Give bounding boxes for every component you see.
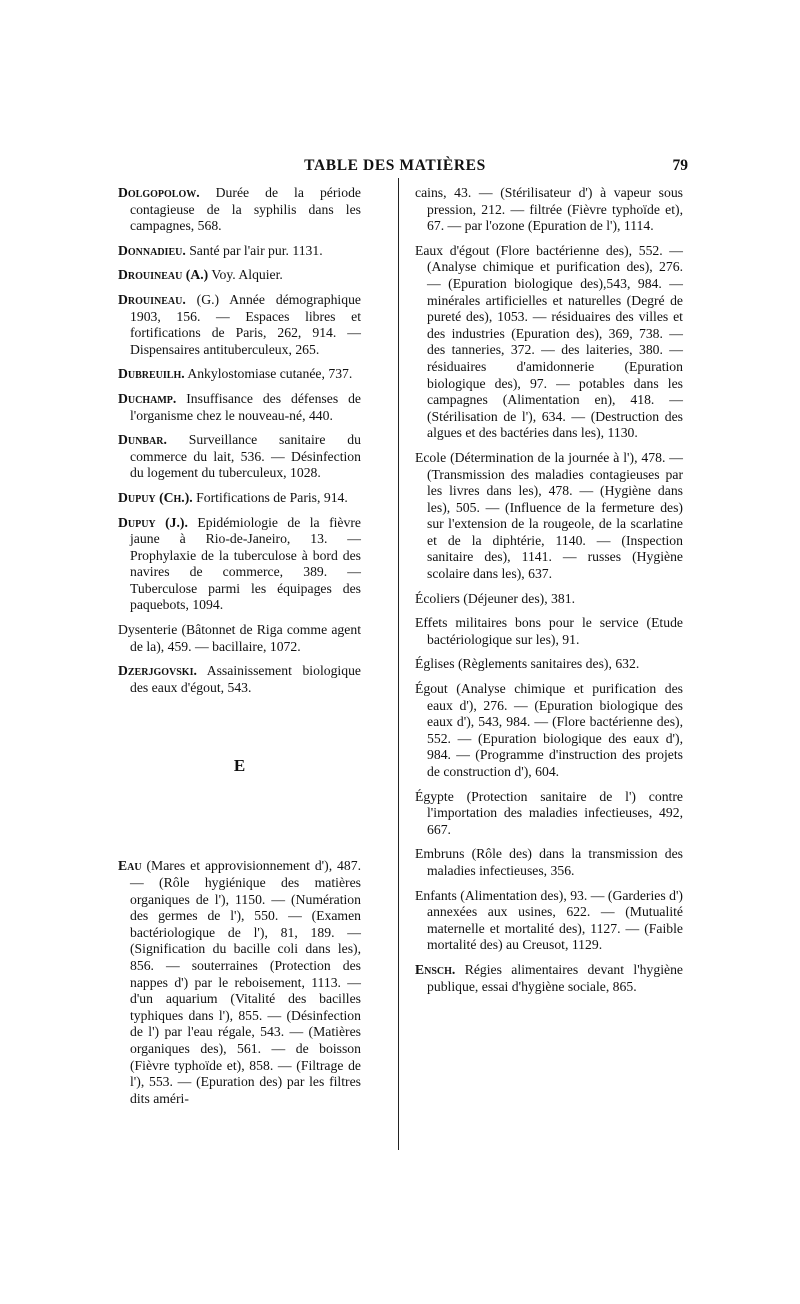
index-entry (118, 622, 361, 655)
entry-term: Drouineau. (118, 291, 186, 307)
entry-term: Dzerjgovski. (118, 663, 197, 679)
entry-term: Drouineau (A.) (118, 267, 209, 283)
index-entry (118, 858, 361, 1107)
entry-term: Dolgopolow. (118, 185, 200, 200)
entry-text: Durée de la période contagieuse de la syphilis dans les campagnes, 568. (130, 185, 361, 234)
index-entry (415, 450, 683, 583)
entry-term: Donnadieu. (118, 242, 186, 258)
entry-text: Églises (Règlements sanitaires des), 632. (415, 656, 640, 672)
index-entry (415, 789, 683, 839)
left-entries-before (118, 185, 361, 696)
right-column (415, 185, 683, 1003)
index-entry (415, 888, 683, 954)
section-letter: E (233, 756, 246, 776)
entry-text: Eaux d'égout (Flore bactérienne des), 552. — (Analyse chimique et purification des), 276. — (Epuration biologique des),543, 984. — minérales artificielles et naturelles (Degré de pureté des), 1053. — résiduaires des villes et des industries (Epuration des), 369, 738. — des tanneries, 372. — des laiteries, 380. — résiduaires d'amidonnerie (Epuration biologique des), 97. — potables dans les campagnes (Alimentation en), 418. — (Stérilisation de l'), 634. — (Destruction des algues et des bactéries dans les), 1130. (415, 242, 683, 441)
entry-text: Égout (Analyse chimique et purification des eaux d'), 276. — (Epuration biologique des eaux d'), 543, 984. — (Flore bactérienne des), 552. — (Epuration biologique des eaux d'), 984. — (Programme d'instruction des projets de construction d'), 604. (415, 681, 683, 779)
entry-text: cains, 43. — (Stérilisateur d') à vapeur sous pression, 212. — filtrée (Fièvre typhoïde et), 67. — par l'ozone (Epuration de l'), 1114. (415, 185, 683, 234)
entry-term: Eau (118, 858, 142, 874)
index-entry (415, 846, 683, 879)
entry-text: Insuffisance des défenses de l'organisme chez le nouveau-né, 440. (130, 390, 362, 423)
index-entry (415, 243, 683, 442)
index-entry (118, 267, 361, 284)
index-entry (415, 681, 683, 781)
index-entry (118, 391, 361, 424)
entry-text: (G.) Année démographique 1903, 156. — Espaces libres et fortifications de Paris, 262, 914. — Dispensaires antituberculeux, 265. (130, 291, 362, 357)
entry-term: Dubreuilh. (118, 366, 185, 382)
left-column (118, 185, 361, 1115)
entry-term: Dupuy (J.). (118, 514, 188, 530)
entry-term: Dunbar. (118, 432, 167, 448)
entry-text: Effets militaires bons pour le service (Etude bactériologique sur les), 91. (415, 615, 683, 647)
index-entry (415, 591, 683, 608)
entry-text: Fortifications de Paris, 914. (196, 489, 348, 505)
index-entry (118, 185, 361, 235)
entry-text: Embruns (Rôle des) dans la transmission des maladies infectieuses, 356. (415, 846, 683, 878)
index-entry (118, 432, 361, 482)
column-divider (398, 178, 399, 1150)
page-header-title: TABLE DES MATIÈRES (304, 157, 486, 174)
entry-text: Écoliers (Déjeuner des), 381. (415, 590, 576, 606)
index-entry (118, 366, 361, 383)
entry-text: Régies alimentaires devant l'hygiène publique, essai d'hygiène sociale, 865. (427, 961, 683, 994)
entry-text: (Mares et approvisionnement d'), 487. — (Rôle hygiénique des matières organiques de l'), 1150. — (Numération des germes de l'), 550. — (Examen bactériologique de l'), 81, 189. — (Signification du bacille coli dans les), 856. — souterraines (Protection des nappes d') par le reboisement, 1113. — d'un aquarium (Vitalité des bacilles typhiques dans l'), 855. — (Désinfection de l') par l'eau régale, 543. — (Matières organiques des), 561. — de boisson (Fièvre typhoïde et), 858. — (Filtrage de l'), 553. — (Epuration des) par les filtres dits améri- (130, 858, 361, 1106)
entry-text: Epidémiologie de la fièvre jaune à Rio-de-Janeiro, 13. — Prophylaxie de la tuberculose à bord des navires de commerce, 389. — Tuberculose parmi les équipages des paquebots, 1094. (130, 514, 361, 613)
index-entry (118, 663, 361, 696)
index-entry (415, 185, 683, 235)
entry-text: Ecole (Détermination de la journée à l'), 478. — (Transmission des maladies contagieuses par les livres dans les), 478. — (Hygiène dans les), 505. — (Influence de la fermeture des) sur l'extension de la rougeole, de la scarlatine et de la diphtérie, 1140. — (Inspection sanitaire des), 1141. — russes (Hygiène scolaire dans les), 637. (415, 449, 683, 582)
index-entry (118, 292, 361, 358)
index-entry (415, 615, 683, 648)
entry-text: Égypte (Protection sanitaire de l') contre l'importation des maladies infectieuses, 492, 667. (415, 788, 683, 837)
entry-term: Ensch. (415, 961, 456, 977)
entry-text: Dysenterie (Bâtonnet de Riga comme agent de la), 459. — bacillaire, 1072. (118, 622, 361, 654)
right-entries (415, 185, 683, 995)
left-entries-after (118, 858, 361, 1107)
entry-text: Assainissement biologique des eaux d'égout, 543. (130, 663, 361, 695)
index-entry (118, 515, 361, 615)
entry-text: Ankylostomiase cutanée, 737. (187, 366, 353, 382)
entry-text: Enfants (Alimentation des), 93. — (Garderies d') annexées aux usines, 622. — (Mutualité maternelle et mortalité des), 1127. — (Faible mortalité des) au Creusot, 1129. (415, 887, 683, 953)
index-entry (118, 490, 361, 507)
index-entry (415, 656, 683, 673)
entry-term: Duchamp. (118, 390, 177, 406)
entry-text: Santé par l'air pur. 1131. (189, 242, 323, 258)
index-entry (118, 243, 361, 260)
entry-text: Voy. Alquier. (211, 267, 283, 283)
page-number: 79 (672, 157, 688, 174)
entry-term: Dupuy (Ch.). (118, 489, 193, 505)
index-entry (415, 962, 683, 995)
entry-text: Surveillance sanitaire du commerce du lait, 536. — Désinfection du logement du tuberculeux, 1028. (130, 432, 361, 481)
